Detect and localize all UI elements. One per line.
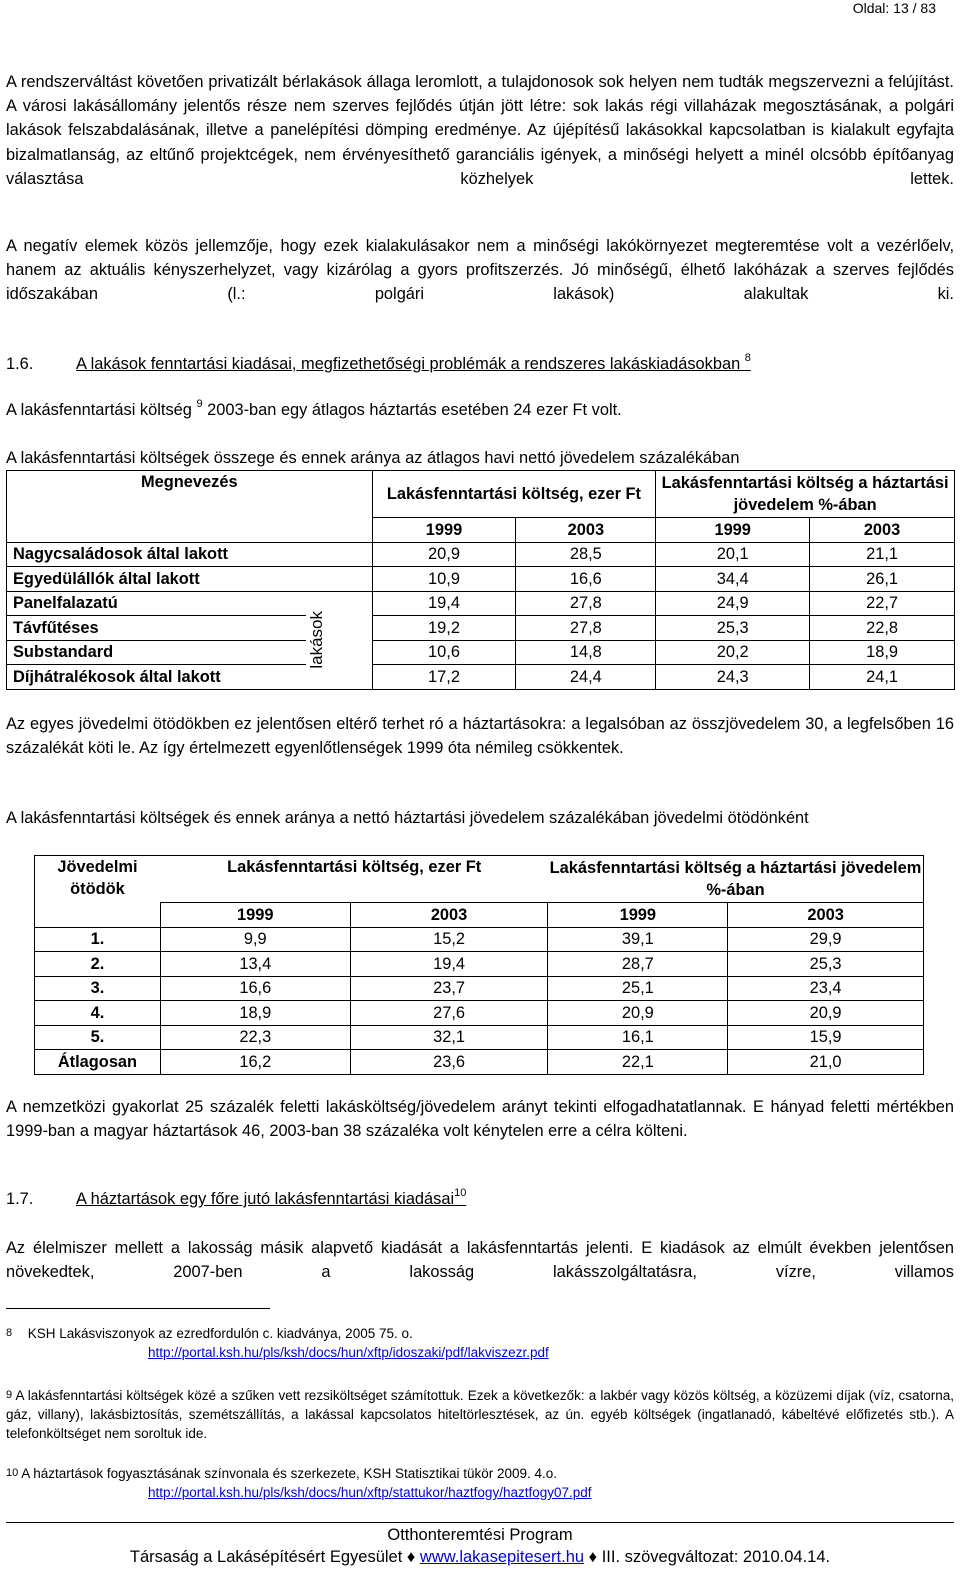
table-row: 4. 18,9 27,6 20,9 20,9 <box>35 1001 924 1026</box>
table1-caption: A lakásfenntartási költségek összege és ennek aránya az átlagos havi nettó jövedelem százalékában <box>6 449 740 467</box>
footnote-link[interactable]: http://portal.ksh.hu/pls/ksh/docs/hun/xftp/idoszaki/pdf/lakviszezr.pdf <box>148 1345 549 1360</box>
section-number: 1.6. <box>6 355 34 373</box>
table-row: 2. 13,4 19,4 28,7 25,3 <box>35 952 924 977</box>
footer-program: Otthonteremtési Program <box>387 1526 573 1544</box>
footnote-ref: 8 <box>744 352 751 364</box>
table-row: Átlagosan 16,2 23,6 22,1 21,0 <box>35 1050 924 1075</box>
paragraph-after-table1: Az egyes jövedelmi ötödökben ez jelentősen eltérő terhet ró a háztartásokra: a legalsóban az összjövedelem 30, a legfelsőben 16 százalékát köti le. Az így értelmezett egyenlőtlenségek 1999 óta némileg csökkentek. <box>6 715 954 758</box>
website-link[interactable]: www.lakasepitesert.hu <box>419 1548 585 1566</box>
diamond-icon: ♦ <box>406 1548 416 1566</box>
table-row: Panelfalazatú lakások 19,4 27,8 24,9 22,7 <box>7 591 955 616</box>
section-heading-1-6 <box>6 352 954 376</box>
paragraph-1: A rendszerváltást követően privatizált bérlakások állaga leromlott, a tulajdonosok sok helyen nem tudták megszervezni a felújítást. A városi lakásállomány jelentős része nem szerves fejlődés útján jött létre: sok lakás régi villaházak megosztásának, a polgári lakások felszabdalásának, illetve a panelépítési dömping eredménye. Az újépítésű lakásokkal kapcsolatban is kialakult egyfajta bizalmatlanság, az eltűnő projektcégek, nem érvényesíthető garanciális igények, a minőségi helyett a minél olcsóbb építőanyag választása közhelyek lettek. <box>6 73 954 188</box>
col-header-cost: Lakásfenntartási költség, ezer Ft <box>160 856 548 903</box>
cost-sentence: A lakásfenntartási költség $^9$ 2003-ban egy átlagos háztartás esetében 24 ezer Ft volt. <box>6 398 622 419</box>
footnote-ref: 10 <box>454 1187 467 1199</box>
year-header: 2003 <box>516 518 656 543</box>
footer-line: Társaság a Lakásépítésért Egyesület ♦ www.lakasepitesert.hu ♦ III. szövegváltozat: 2010.04.14. <box>129 1548 831 1566</box>
diamond-icon: ♦ <box>588 1548 598 1566</box>
year-header: 1999 <box>372 518 516 543</box>
vertical-label: lakások <box>306 591 372 689</box>
footer-rule <box>6 1522 954 1523</box>
footnote-separator <box>6 1308 270 1309</box>
footnote-8: 8 KSH Lakásviszonyok az ezredfordulón c. kiadványa, 2005 75. o. http://portal.ksh.hu/pls/ksh/docs/hun/xftp/idoszaki/pdf/lakviszezr.pdf <box>6 1326 549 1360</box>
year-header: 2003 <box>810 518 955 543</box>
year-header: 1999 <box>548 903 728 928</box>
table-row: Egyedülállók által lakott 10,9 16,6 34,4 26,1 <box>7 567 955 592</box>
footnote-ref: 9 <box>196 398 203 410</box>
section-title: A háztartások egy főre jutó lakásfenntartási kiadásai$^{10}$ <box>76 1187 467 1208</box>
year-header: 2003 <box>728 903 924 928</box>
table2-caption: A lakásfenntartási költségek és ennek aránya a nettó háztartási jövedelem százalékában jövedelmi ötödönként <box>6 809 809 827</box>
quintile-table <box>34 855 924 1075</box>
section-number: 1.7. <box>6 1190 34 1208</box>
footnote-9: $^9$ A lakásfenntartási költségek közé a szűken vett rezsiköltséget számítottuk. Ezek a következők: a lakbér vagy közös költség, a közüzemi díjak (víz, csatorna, gáz, villany), lakásbiztosítás, szemétszállítás, a lakással kapcsolatos hiteltörlesztések, az ún. egyéb költségek (ingatlanadó, kábeltévé előfizetés stb.). A telefonköltséget nem soroltuk ide. <box>6 1388 954 1441</box>
table-row: 1. 9,9 15,2 39,1 29,9 <box>35 927 924 952</box>
table-row: 5. 22,3 32,1 16,1 15,9 <box>35 1025 924 1050</box>
year-header: 1999 <box>160 903 350 928</box>
table-row: Díjhátralékosok által lakott 17,2 24,4 24,3 24,1 <box>7 665 955 690</box>
section-title: A lakások fenntartási kiadásai, megfizethetőségi problémák a rendszeres lakáskiadásokban $^8$ <box>76 352 751 373</box>
paragraph-2: A negatív elemek közös jellemzője, hogy ezek kialakulásakor nem a minőségi lakókörnyezet megteremtése volt a vezérlőelv, hanem az aktuális kényszerhelyzet, vagy kizárólag a gyors profitszerzés. Jó minőségű, élhető lakóházak a szerves fejlődés időszakában (l.: polgári lakások) alakultak ki. <box>6 237 954 304</box>
section-heading-1-7 <box>6 1187 954 1211</box>
paragraph-1-7: Az élelmiszer mellett a lakosság másik alapvető kiadását a lakásfenntartás jelenti. E kiadások az elmúlt években jelentősen növekedtek, 2007-ben a lakosság lakásszolgáltatásra, vízre, villamos <box>6 1239 954 1282</box>
col-header-name: Megnevezés <box>7 471 373 543</box>
footnote-link[interactable]: http://portal.ksh.hu/pls/ksh/docs/hun/xftp/stattukor/haztfogy/haztfogy07.pdf <box>148 1485 592 1500</box>
paragraph-after-table2: A nemzetközi gyakorlat 25 százalék feletti lakásköltség/jövedelem arányt tekinti elfogadhatatlannak. E hányad feletti mértékben 1999-ban a magyar háztartások 46, 2003-ban 38 százaléka volt kénytelen erre a célra költeni. <box>6 1098 954 1141</box>
col-header-share: Lakásfenntartási költség a háztartási jövedelem %-ában <box>656 471 955 518</box>
table-row: Távfűtéses 19,2 27,8 25,3 22,8 <box>7 616 955 641</box>
page-number: Oldal: 13 / 83 <box>852 0 936 16</box>
footnote-10: $^{10}$ A háztartások fogyasztásának színvonala és szerkezete, KSH Statisztikai tükör 2009. 4.o. http://portal.ksh.hu/pls/ksh/docs/hun/xftp/stattukor/haztfogy/haztfogy07.pdf <box>6 1466 592 1500</box>
table-row: 3. 16,6 23,7 25,1 23,4 <box>35 976 924 1001</box>
table-row: Substandard 10,6 14,8 20,2 18,9 <box>7 640 955 665</box>
col-header-cost: Lakásfenntartási költség, ezer Ft <box>372 471 656 518</box>
col-header-share: Lakásfenntartási költség a háztartási jövedelem %-ában <box>548 856 924 903</box>
table-row: Nagycsaládosok által lakott 20,9 28,5 20,1 21,1 <box>7 542 955 567</box>
housing-cost-table <box>6 470 955 690</box>
col-header-quintile: Jövedelmi ötödök <box>35 856 161 928</box>
year-header: 1999 <box>656 518 810 543</box>
year-header: 2003 <box>350 903 548 928</box>
